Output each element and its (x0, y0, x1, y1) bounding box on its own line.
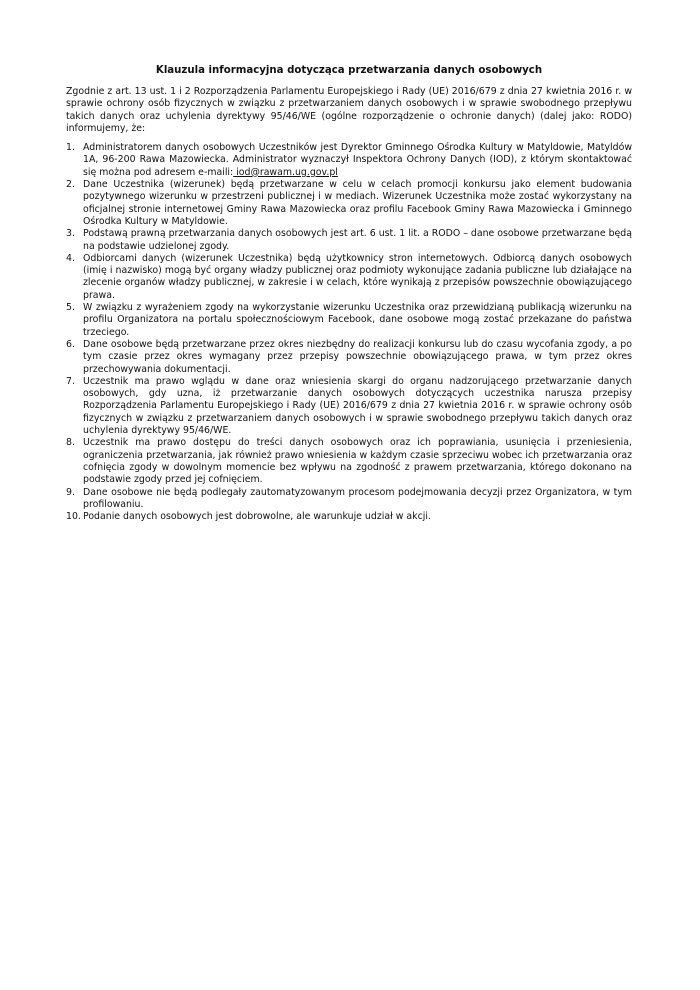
item-text: W związku z wyrażeniem zgody na wykorzystanie wizerunku Uczestnika oraz przewidzianą publikacją wizerunku na profilu Organizatora na portalu społecznościowym Facebook, dane osobowe mogą zostać przekazane do państwa trzeciego. (83, 302, 632, 338)
clause-list (66, 142, 632, 523)
item-number: 5. (66, 302, 75, 314)
item-text: Podstawą prawną przetwarzania danych osobowych jest art. 6 ust. 1 lit. a RODO – dane osobowe przetwarzane będą na podstawie udzielonej zgody. (83, 228, 632, 252)
item-text: Odbiorcami danych (wizerunek Uczestnika) będą użytkownicy stron internetowych. Odbiorcą danych osobowych (imię i nazwisko) mogą być organy władzy publicznej oraz podmioty wykonujące zadania publiczne lub działające na zlecenie organów władzy publicznej, w zakresie i w celach, które wynikają z przepisów powszechnie obowiązującego prawa. (83, 252, 632, 301)
item-text: Uczestnik ma prawo wglądu w dane oraz wniesienia skargi do organu nadzorującego przetwarzanie danych osobowych, gdy uzna, iż przetwarzanie danych osobowych dotyczących uczestnika narusza przepisy Rozporządzenia Parlamentu Europejskiego i Rady (UE) 2016/679 z dnia 27 kwietnia 2016 r. w sprawie ochrony osób fizycznych w związku z przetwarzaniem danych osobowych i w sprawie swobodnego przepływu takich danych oraz uchylenia dyrektywy 95/46/WE. (83, 375, 632, 437)
item-number: 6. (66, 338, 75, 350)
list-item (66, 179, 632, 228)
item-text: Uczestnik ma prawo dostępu do treści danych osobowych oraz ich poprawiania, usunięcia i przeniesienia, ograniczenia przetwarzania, jak również prawo wniesienia w każdym czasie sprzeciwu wobec ich przetwarzania oraz cofnięcia zgody w dowolnym momencie bez wpływu na zgodność z prawem przetwarzania, którego dokonano na podstawie zgody przed jej cofnięciem. (83, 437, 632, 486)
item-text: Administratorem danych osobowych Uczestników jest Dyrektor Gminnego Ośrodka Kultury w Matyldowie, Matyldów 1A, 96-200 Rawa Mazowiecka. Administrator wyznaczył Inspektora Ochrony Danych (IOD), z którym skontaktować się można pod adresem e-maili: (83, 142, 632, 178)
email-link[interactable]: iod@rawam.ug.gov.pl (233, 166, 338, 178)
item-text: Podanie danych osobowych jest dobrowolne, ale warunkuje udział w akcji. (83, 511, 431, 523)
item-number: 1. (66, 142, 75, 154)
list-item (66, 228, 632, 253)
item-number: 3. (66, 228, 75, 240)
intro-paragraph: Zgodnie z art. 13 ust. 1 i 2 Rozporządzenia Parlamentu Europejskiego i Rady (UE) 2016/679 z dnia 27 kwietnia 2016 r. w sprawie ochrony osób fizycznych w związku z przetwarzaniem danych osobowych i w sprawie swobodnego przepływu takich danych oraz uchylenia dyrektywy 95/46/WE (ogólne rozporządzenie o ochronie danych) (dalej jako: RODO) informujemy, że: (66, 86, 632, 134)
item-number: 10. (66, 511, 81, 523)
item-text: Dane osobowe będą przetwarzane przez okres niezbędny do realizacji konkursu lub do czasu wycofania zgody, a po tym czasie przez okres wymagany przez przepisy powszechnie obowiązującego prawa, w tym przez okres przechowywania dokumentacji. (83, 338, 632, 375)
list-item (66, 339, 632, 376)
item-number: 8. (66, 437, 75, 449)
list-item (66, 376, 632, 437)
list-item (66, 253, 632, 302)
list-item (66, 487, 632, 512)
list-item (66, 437, 632, 486)
item-text: Dane Uczestnika (wizerunek) będą przetwarzane w celu w celach promocji konkursu jako element budowania pozytywnego wizerunku w przestrzeni publicznej i w mediach. Wizerunek Uczestnika może zostać wykorzystany na oficjalnej stronie internetowej Gminy Rawa Mazowiecka oraz profilu Facebook Gminy Rawa Mazowiecka i Gminnego Ośrodka Kultury w Matyldowie. (83, 179, 632, 227)
item-number: 2. (66, 179, 75, 191)
list-item (66, 142, 632, 179)
item-number: 4. (66, 252, 75, 264)
item-text: Dane osobowe nie będą podlegały zautomatyzowanym procesom podejmowania decyzji przez Organizatora, w tym profilowaniu. (83, 486, 632, 510)
document-page (66, 64, 632, 523)
item-number: 7. (66, 375, 75, 387)
list-item (66, 511, 632, 523)
item-number: 9. (66, 486, 75, 498)
list-item (66, 302, 632, 339)
document-title: Klauzula informacyjna dotycząca przetwarzania danych osobowych (155, 65, 543, 76)
